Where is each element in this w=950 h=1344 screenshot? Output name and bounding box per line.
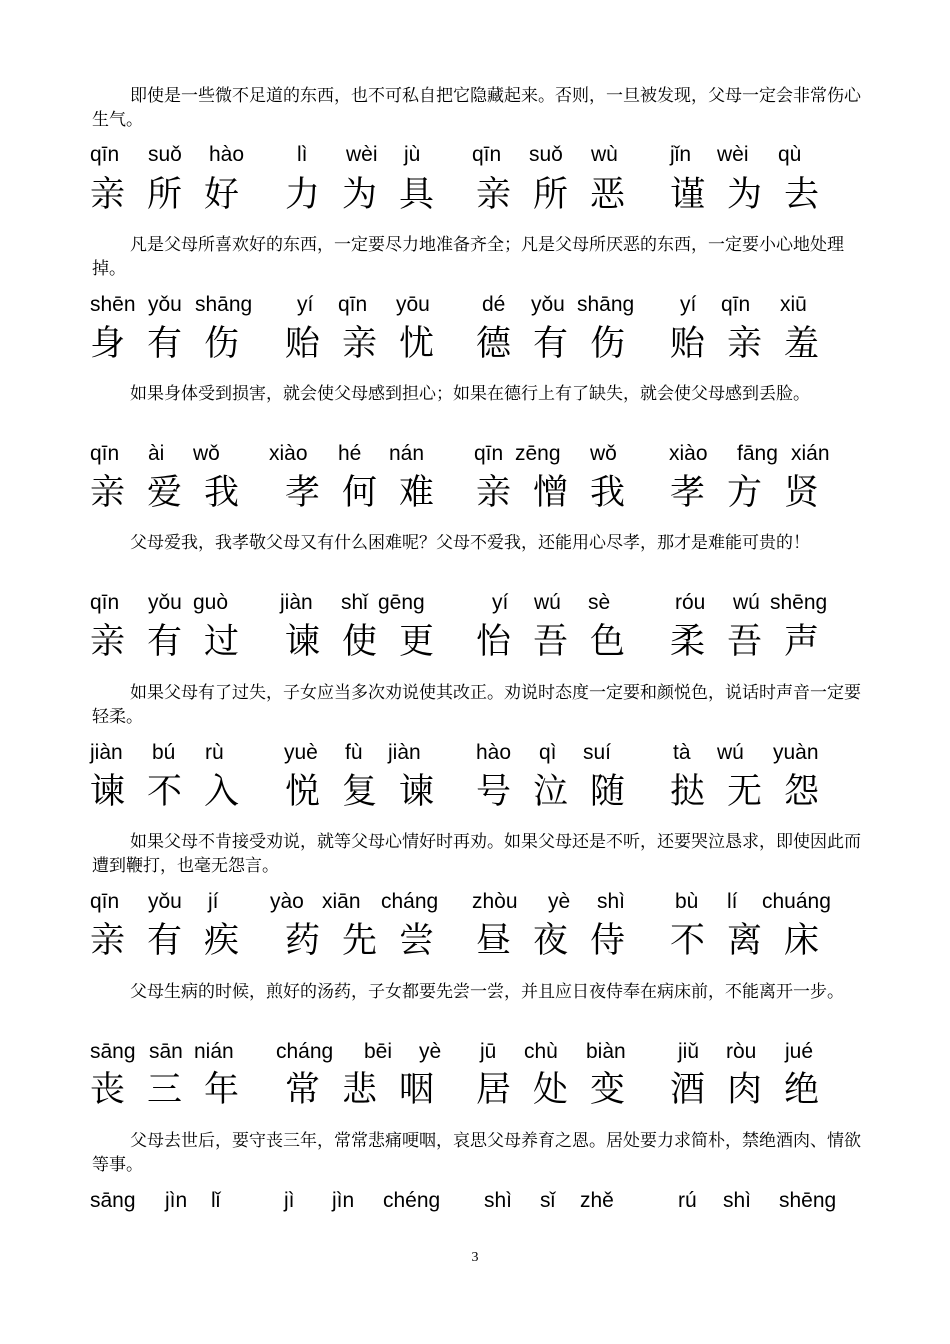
pinyin-syllable: jìn (165, 1189, 188, 1212)
pinyin-syllable: bú (152, 741, 176, 764)
verse-phrase: 亲所恶 (476, 175, 648, 215)
verse-phrase: 酒肉绝 (670, 1070, 842, 1110)
pinyin-syllable: qīn (472, 143, 502, 166)
pinyin-syllable: ròu (726, 1040, 757, 1063)
pinyin-syllable: shēng (770, 591, 828, 614)
pinyin-syllable: jì (284, 1189, 295, 1212)
pinyin-syllable: yào (270, 890, 304, 913)
verse-phrase: 不离床 (670, 921, 842, 961)
pinyin-syllable: zhòu (472, 890, 518, 913)
pinyin-syllable: yuè (284, 741, 318, 764)
pinyin-syllable: zhě (580, 1189, 614, 1212)
pinyin-syllable: yǒu (148, 890, 182, 913)
pinyin-syllable: yǒu (531, 293, 565, 316)
pinyin-syllable: jū (480, 1040, 497, 1063)
explanation-paragraph: 如果身体受到损害，就会使父母感到担心；如果在德行上有了缺失，就会使父母感到丢脸。 (130, 384, 810, 404)
pinyin-syllable: gēng (378, 591, 425, 614)
pinyin-syllable: shǐ (341, 591, 368, 614)
pinyin-syllable: jiàn (90, 741, 123, 764)
pinyin-syllable: wú (717, 741, 744, 764)
pinyin-syllable: wǒ (193, 442, 220, 465)
pinyin-syllable: yí (680, 293, 697, 316)
pinyin-syllable: qīn (721, 293, 751, 316)
pinyin-syllable: qīn (90, 143, 120, 166)
verse-phrase: 身有伤 (90, 324, 262, 364)
pinyin-syllable: xián (791, 442, 830, 465)
pinyin-syllable: hào (209, 143, 245, 166)
pinyin-syllable: xiào (669, 442, 708, 465)
verse-phrase: 怡吾色 (476, 622, 648, 662)
pinyin-syllable: nán (389, 442, 425, 465)
pinyin-syllable: lǐ (211, 1189, 221, 1212)
pinyin-syllable: jué (785, 1040, 814, 1063)
explanation-paragraph: 父母去世后，要守丧三年，常常悲痛哽咽，哀思父母养育之恩。居处要力求简朴，禁绝酒肉、情欲等事。 (92, 1131, 861, 1175)
pinyin-syllable: jiàn (280, 591, 313, 614)
pinyin-syllable: shēn (90, 293, 136, 316)
pinyin-syllable: shì (484, 1189, 513, 1212)
pinyin-syllable: jí (208, 890, 219, 913)
pinyin-syllable: jù (404, 143, 421, 166)
pinyin-syllable: qīn (90, 442, 120, 465)
pinyin-syllable: shì (597, 890, 626, 913)
pinyin-syllable: jìn (332, 1189, 355, 1212)
pinyin-syllable: yè (548, 890, 571, 913)
pinyin-syllable: shāng (577, 293, 635, 316)
pinyin-syllable: lì (297, 143, 308, 166)
pinyin-syllable: chuáng (762, 890, 831, 913)
explanation-paragraph: 即使是一些微不足道的东西，也不可私自把它隐藏起来。否则，一旦被发现，父母一定会非常伤心生气。 (92, 86, 861, 130)
pinyin-syllable: xiān (322, 890, 361, 913)
verse-phrase: 亲有过 (90, 622, 262, 662)
pinyin-syllable: wú (534, 591, 561, 614)
pinyin-syllable: qīn (90, 890, 120, 913)
pinyin-syllable: chù (524, 1040, 558, 1063)
verse-phrase: 常悲咽 (285, 1070, 457, 1110)
verse-phrase: 柔吾声 (670, 622, 842, 662)
verse-phrase: 亲所好 (90, 175, 262, 215)
explanation-paragraph: 父母爱我，我孝敬父母又有什么困难呢？父母不爱我，还能用心尽孝，那才是难能可贵的！ (130, 533, 810, 553)
pinyin-syllable: bēi (364, 1040, 393, 1063)
pinyin-syllable: guò (193, 591, 229, 614)
explanation-paragraph: 父母生病的时候，煎好的汤药，子女都要先尝一尝，并且应日夜侍奉在病床前，不能离开一步。 (130, 982, 844, 1002)
pinyin-syllable: xiū (780, 293, 807, 316)
pinyin-syllable: qīn (90, 591, 120, 614)
pinyin-syllable: qù (778, 143, 802, 166)
pinyin-syllable: wǒ (590, 442, 617, 465)
pinyin-syllable: shì (723, 1189, 752, 1212)
verse-phrase: 谨为去 (670, 175, 842, 215)
pinyin-syllable: róu (675, 591, 706, 614)
verse-phrase: 挞无怨 (670, 772, 842, 812)
pinyin-syllable: tà (673, 741, 691, 764)
verse-phrase: 孝方贤 (670, 473, 842, 513)
explanation-paragraph: 如果父母不肯接受劝说，就等父母心情好时再劝。如果父母还是不听，还要哭泣恳求，即使因此而遭到鞭打，也毫无怨言。 (92, 832, 861, 876)
pinyin-syllable: yí (297, 293, 314, 316)
verse-phrase: 谏不入 (90, 772, 262, 812)
verse-phrase: 谏使更 (285, 622, 457, 662)
pinyin-syllable: suǒ (529, 143, 563, 166)
pinyin-syllable: jǐn (670, 143, 692, 166)
verse-phrase: 亲爱我 (90, 473, 262, 513)
pinyin-syllable: wèi (717, 143, 749, 166)
pinyin-syllable: yuàn (773, 741, 819, 764)
verse-phrase: 力为具 (285, 175, 457, 215)
verse-phrase: 丧三年 (90, 1070, 262, 1110)
pinyin-syllable: fāng (737, 442, 778, 465)
pinyin-syllable: lí (727, 890, 738, 913)
pinyin-syllable: shēng (779, 1189, 837, 1212)
verse-phrase: 贻亲羞 (670, 324, 842, 364)
pinyin-syllable: sè (588, 591, 611, 614)
pinyin-syllable: sāng (90, 1189, 136, 1212)
pinyin-syllable: suí (583, 741, 612, 764)
verse-phrase: 悦复谏 (285, 772, 457, 812)
pinyin-syllable: biàn (586, 1040, 626, 1063)
pinyin-syllable: qīn (338, 293, 368, 316)
pinyin-syllable: sāng (90, 1040, 136, 1063)
pinyin-syllable: zēng (515, 442, 561, 465)
pinyin-syllable: bù (675, 890, 699, 913)
pinyin-syllable: yè (419, 1040, 442, 1063)
verse-phrase: 德有伤 (476, 324, 648, 364)
pinyin-syllable: rú (678, 1189, 697, 1212)
pinyin-syllable: chéng (383, 1189, 441, 1212)
explanation-paragraph: 如果父母有了过失，子女应当多次劝说使其改正。劝说时态度一定要和颜悦色，说话时声音一定要轻柔。 (92, 683, 861, 727)
pinyin-syllable: yǒu (148, 591, 182, 614)
pinyin-syllable: dé (482, 293, 506, 316)
pinyin-syllable: ài (148, 442, 165, 465)
pinyin-syllable: qì (539, 741, 557, 764)
pinyin-syllable: qīn (474, 442, 504, 465)
verse-phrase: 亲有疾 (90, 921, 262, 961)
pinyin-syllable: wèi (346, 143, 378, 166)
verse-phrase: 居处变 (476, 1070, 648, 1110)
verse-phrase: 孝何难 (285, 473, 457, 513)
verse-phrase: 药先尝 (285, 921, 457, 961)
pinyin-syllable: sān (149, 1040, 183, 1063)
pinyin-syllable: yí (492, 591, 509, 614)
pinyin-syllable: jiàn (388, 741, 421, 764)
pinyin-syllable: suǒ (148, 143, 182, 166)
pinyin-syllable: xiào (269, 442, 308, 465)
pinyin-syllable: fù (345, 741, 363, 764)
verse-phrase: 昼夜侍 (476, 921, 648, 961)
verse-phrase: 号泣随 (476, 772, 648, 812)
pinyin-syllable: wú (733, 591, 760, 614)
verse-phrase: 亲憎我 (476, 473, 648, 513)
pinyin-syllable: cháng (381, 890, 439, 913)
pinyin-syllable: hé (338, 442, 362, 465)
explanation-paragraph: 凡是父母所喜欢好的东西，一定要尽力地准备齐全；凡是父母所厌恶的东西，一定要小心地处理掉。 (92, 235, 844, 279)
pinyin-syllable: yōu (396, 293, 430, 316)
pinyin-syllable: yǒu (148, 293, 182, 316)
verse-phrase: 贻亲忧 (285, 324, 457, 364)
page-number: 3 (471, 1250, 479, 1265)
pinyin-syllable: hào (476, 741, 512, 764)
pinyin-syllable: shāng (195, 293, 253, 316)
pinyin-syllable: wù (591, 143, 618, 166)
pinyin-syllable: rù (205, 741, 224, 764)
pinyin-syllable: jiǔ (678, 1040, 700, 1063)
pinyin-syllable: cháng (276, 1040, 334, 1063)
pinyin-syllable: nián (194, 1040, 234, 1063)
pinyin-syllable: sǐ (540, 1189, 556, 1212)
